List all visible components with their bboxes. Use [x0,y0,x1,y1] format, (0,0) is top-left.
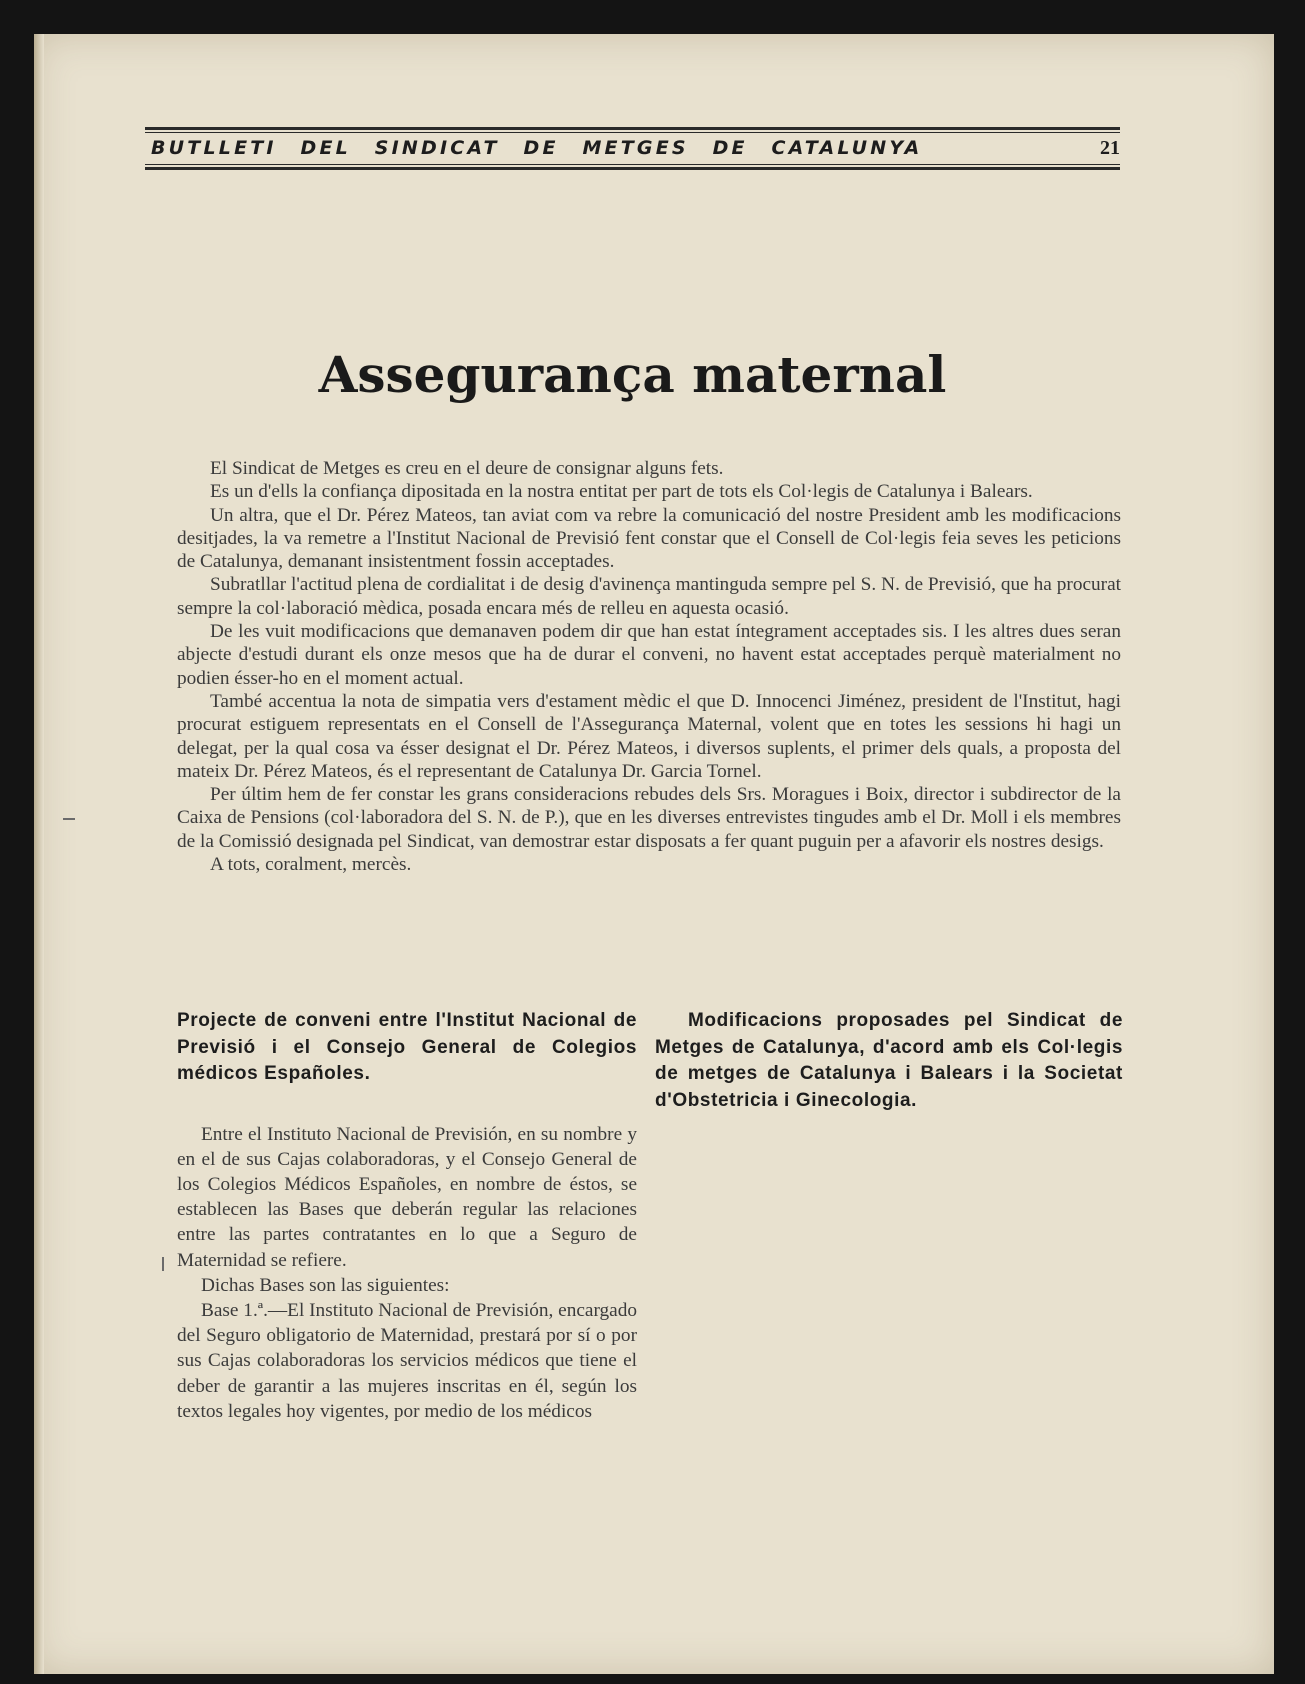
article-paragraph: A tots, coralment, mercès. [210,854,412,876]
right-column-heading: Modificacions proposades pel Sindicat de Metges de Catalunya, d'acord amb els Col·legis de metges de Catalunya i Balears i la Societat d'Obstetricia i Ginecologia. [655,1010,1123,1111]
page-edge-shadow [34,34,44,1674]
header-rule-bottom-thick [145,167,1120,170]
article-body [177,457,1121,876]
left-column-body [177,1122,637,1424]
left-column-paragraph: Dichas Bases son las siguientes: [201,1274,450,1296]
article-paragraph: També accentua la nota de simpatia vers d'estament mèdic el que D. Innocenci Jiménez, president de l'Institut, hagi procurat estiguem representats en el Consell de l'Assegurança Maternal, volent que en totes les sessions hi hagi un delegat, per la qual cosa va ésser designat el Dr. Pérez Mateos, i diversos suplents, el primer dels quals, a proposta del mateix Dr. Pérez Mateos, és el representant de Catalunya Dr. Garcia Tornel. [177,690,1121,782]
article-paragraph: Un altra, que el Dr. Pérez Mateos, tan aviat com va rebre la comunicació del nostre President amb les modificacions desitjades, la va remetre a l'Institut Nacional de Previsió fent constar que el Consell de Col·legis feia seves les peticions de Catalunya, demanant insistentment fossin acceptades. [177,504,1121,573]
margin-mark [63,818,75,820]
left-column-paragraph: Base 1.ª.—El Instituto Nacional de Previsión, encargado del Seguro obligatorio de Maternidad, prestará por sí o por sus Cajas colaboradoras los servicios médicos que tiene el deber de garantir a las mujeres inscritas en él, según los textos legales hoy vigentes, por medio de los médicos [177,1299,638,1422]
article-paragraph: Per últim hem de fer constar les grans consideracions rebudes dels Srs. Moragues i Boix, director i subdirector de la Caixa de Pensions (col·laboradora del S. N. de P.), que en les diverses entrevistes tingudes amb el Dr. Moll i els membres de la Comissió designada pel Sindicat, van demostrar estar disposats a fer quant puguin per a afavorir els nostres desigs. [177,784,1121,852]
header-rule-top-thick [145,127,1120,130]
left-column [177,1008,637,1424]
header-rule-top-thin [145,132,1120,133]
article-paragraph: De les vuit modificacions que demanaven podem dir que han estat íntegrament acceptades sis. I les altres dues seran abjecte d'estudi durant els onze mesos que ha de durar el conveni, no havent estat acceptades perquè materialment no podien ésser-ho en el moment actual. [177,621,1121,689]
right-column [655,1008,1123,1114]
header-rule-bottom-thin [145,164,1120,165]
article-paragraph: Es un d'ells la confiança dipositada en la nostra entitat per part de tots els Col·legis de Catalunya i Balears. [210,481,1033,503]
running-header [145,92,1120,187]
article-paragraph: El Sindicat de Metges es creu en el deure de consignar alguns fets. [210,458,724,479]
margin-mark [162,1257,164,1271]
page-number: 21 [1100,137,1120,159]
left-column-paragraph: Entre el Instituto Nacional de Previsión, en su nombre y en el de sus Cajas colaboradoras, y el Consejo General de los Colegios Médicos Españoles, en nombre de éstos, se establecen las Bases que deberán regular las relaciones entre las partes contratantes en lo que a Seguro de Maternidad se refiere. [177,1123,637,1271]
article-paragraph: Subratllar l'actitud plena de cordialitat i de desig d'avinença mantinguda sempre pel S. N. de Previsió, que ha procurat sempre la col·laboració mèdica, posada encara més de relleu en aquesta ocasió. [177,574,1121,619]
journal-title: BUTLLETI DEL SINDICAT DE METGES DE CATALUNYA [151,137,923,159]
left-column-heading: Projecte de conveni entre l'Institut Nacional de Previsió i el Consejo General de Colegios médicos Españoles. [177,1010,637,1084]
article-title: Assegurança maternal [318,345,947,404]
